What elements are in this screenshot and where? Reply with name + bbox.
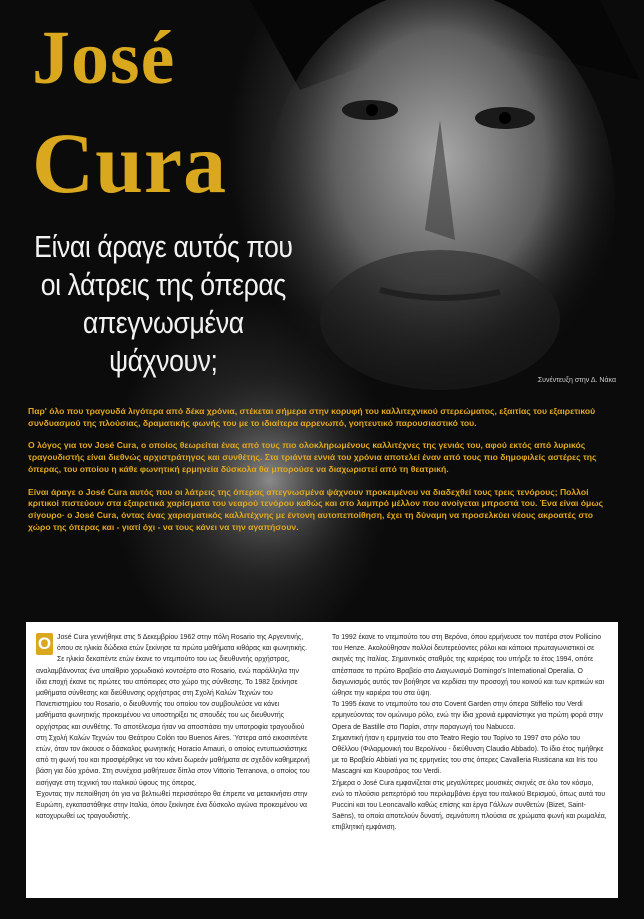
drop-cap: Ο bbox=[37, 634, 52, 653]
article-column-right bbox=[332, 632, 607, 834]
intro-text bbox=[28, 406, 616, 544]
intro-paragraph: Είναι άραγε ο José Cura αυτός που οι λάτρεις της όπερας απεγνωσμένα ψάχνουν προκειμένου να διαδεχθεί τους τρεις τενόρους; Πολλοί κριτικοί πιστεύουν στα εξαιρετικά χαρίσματα του νεαρού τενόρου καθώς και στο λαμπρό μέλλον που ανοίγεται μπροστά του. Ένα είναι όμως σίγουρο· ο José Cura, όντας ένας χαρισματικός καλλιτέχνης με έντονη αυτοπεποίθηση, έχει τη δύναμη να προσελκύει νέους ακροατές στο χώρο της όπερας και - γιατί όχι - να τους κάνει να την αγαπήσουν. bbox=[28, 486, 604, 532]
intro-paragraph: Ο λόγος για τον José Cura, ο οποίος θεωρείται ένας από τους πιο ολοκληρωμένους καλλιτέχνες της γενιάς του, αφού εκτός από λυρικός τραγουδιστής είναι διεθνώς αρχιστράτηγος και συνθέτης. Στα τριάντα εννιά του χρόνια αποτελεί έναν από τους πιο δημοφιλείς αστέρες της όπερας, του οποίου η κάθε φωνητική ερμηνεία δύσκολα θα μπορούσε να διαχωριστεί από τη θεατρική. bbox=[28, 440, 597, 474]
article-paragraph: Έχοντας την πεποίθηση ότι για να βελτιωθεί περισσότερο θα έπρεπε να μετακινήσει στην Ευρώπη, εγκαταστάθηκε στην Ιταλία, όπου ξεκίνησε ένα δύσκολο αγώνα προκειμένου να κατοχυρωθεί ως τραγουδιστής. bbox=[36, 790, 308, 821]
article-paragraph: Το 1995 έκανε το ντεμπούτο του στο Covent Garden στην όπερα Stiffelio του Verdi ερμηνεύοντας τον ομώνυμο ρόλο, ενώ την ίδια χρονιά εμφανίστηκε για πρώτη φορά στην Opera de Bastille στο Παρίσι, στην παραγωγή του Nabucco. bbox=[332, 701, 603, 731]
article-body-box bbox=[26, 622, 618, 898]
title-first-name: José bbox=[32, 16, 176, 100]
headline-question: Είναι άραγε αυτός που οι λάτρεις της όπερας απεγνωσμένα ψάχνουν; bbox=[34, 229, 293, 378]
article-paragraph: Το 1992 έκανε το ντεμπούτο του στη Βερόνα, όπου ερμήνευσε τον πατέρα στον Pollicino του Henze. Ακολούθησαν πολλοί δευτερεύοντες ρόλοι και κάποιοι πρωταγωνιστικοί σε σκηνές της Ιταλίας. Σημαντικός σταθμός της καριέρας του υπήρξε το έτος 1994, οπότε απέσπασε το πρώτο Βραβείο στο Διαγωνισμό Domingo's International Operalia. Ο διαγωνισμός αυτός τον βοήθησε να κερδίσει την προσοχή του κοινού και των κριτικών και ώθησε την καριέρα του στα ύψη. bbox=[332, 634, 605, 698]
article-column-left bbox=[36, 632, 311, 822]
title-last-name: Cura bbox=[32, 115, 228, 211]
article-paragraph: Σήμερα ο José Cura εμφανίζεται στις μεγαλύτερες μουσικές σκηνές σε όλο τον κόσμο, ενώ το πλούσιο ρεπερτόριό του περιλαμβάνει έργα του ιταλικού Βερισμού, όπως αυτά του Puccini και του Leoncavallo καθώς επίσης και έργα Γάλλων συνθετών (Bizet, Saint-Saëns), τα οποία αποτελούν δυνατή, σεμνότυπη πλούσια σε χρώματα φωνή και ρωμαλέα, επιβλητική εμφάνιση. bbox=[332, 779, 607, 832]
intro-paragraph: Παρ' όλο που τραγουδά λιγότερα από δέκα χρόνια, στέκεται σήμερα στην κορυφή του καλλιτεχνικού στερεώματος, εξαιτίας του εξαιρετικού συνδυασμού της πλούσιας, δραματικής φωνής του με το ιδιαίτερα αρρενωπό, γοητευτικό παρουσιαστικό του. bbox=[28, 406, 596, 428]
interview-credit: Συνέντευξη στην Δ. Νάκα bbox=[537, 377, 616, 384]
article-paragraph: Σημαντική ήταν η ερμηνεία του στο Teatro Regio του Τορίνο το 1997 στο ρόλο του Οθέλλου (Φιλαρμονική του Βερολίνου - διεύθυνση Claudio Abbado). Το ίδιο έτος τιμήθηκε με το Βραβείο Abbiati για τις ερμηνείες του στις όπερες Cavalleria Rusticana και Iris του Mascagni και Κουρσάρος του Verdi. bbox=[332, 734, 604, 776]
article-paragraph: José Cura γεννήθηκε στις 5 Δεκεμβρίου 1962 στην πόλη Rosario της Αργεντινής, όπου σε ηλικία δώδεκα ετών ξεκίνησε τα πρώτα μαθήματα κιθάρας και φωνητικής. Σε ηλικία δεκαπέντε ετών έκανε το ντεμπούτο του ως διευθυντής ορχήστρας, αναλαμβάνοντας ένα υπαίθριο χορωδιακό κοντσέρτο στο Rosario, ενώ παράλληλα την ίδια εποχή έκανε τις πρώτες του απόπειρες στο χώρο της σύνθεσης. Το 1982 ξεκίνησε μαθήματα σύνθεσης και διεύθυνσης ορχήστρας στη Σχολή Καλών Τεχνών του Πανεπιστημίου του Rosario, ο διευθυντής του οποίου τον συμβουλεύσε να κάνει μαθήματα φωνητικής προκειμένου να υποστηρίξει τις σπουδές του ως διευθυντής ορχήστρας και συνθέτης. Το αποτέλεσμα ήταν να αποσπάσει την υποτροφία τραγουδιού στη Σχολή Καλών Τεχνών του Θεάτρου Colón του Buenos Aires. Ύστερα από εικοσιπέντε ετών, όταν τον άκουσε ο δάσκαλος φωνητικής Horacio Amauri, ο οποίος εντυπωσιάστηκε από τη φωνή του και προσφέρθηκε να του κάνει δωρεάν μαθήματα σε σχεδόν καθημερινή βάση για δύο χρόνια. Στη συνέχεια μαθήτευσε δίπλα στον Vittorio Terranova, ο οποίος του εισήγαγε στη τεχνική του ιταλικού ύφους της όπερας. bbox=[36, 634, 310, 787]
